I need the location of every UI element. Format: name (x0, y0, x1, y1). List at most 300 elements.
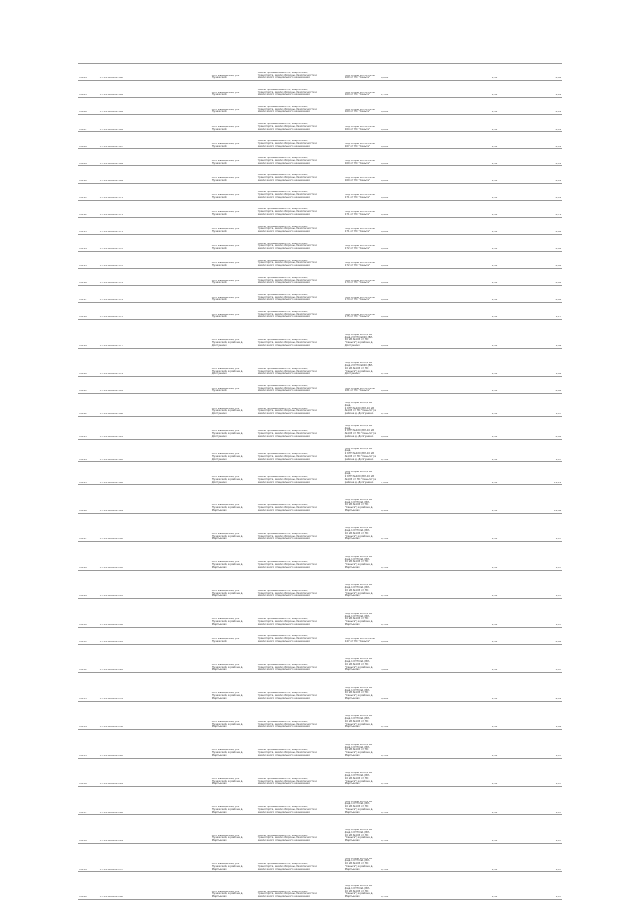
rate-cell: 1,54 (491, 282, 498, 285)
area-cell: 0,004 (381, 128, 389, 131)
table-row (78, 234, 562, 251)
permitted-use-cell: Под опоры ВЛ-10 кВ № 147 от ПС "Сеньга" (344, 638, 375, 643)
table-row (78, 97, 562, 114)
row-number: 70216 (78, 282, 87, 285)
rate-cell: 1,54 (491, 77, 498, 80)
permitted-use-cell: Под опоры ВЛ-0,4 кВ фид.1 КТП №1 (ВЛ- 10 кВ №145 от ПС "Сеньга") в районе д. Мартыново (344, 527, 374, 541)
table-row (78, 701, 562, 729)
rate-cell: 1,54 (491, 435, 498, 438)
cadastral-number: 37:14:000000:169 (99, 162, 124, 165)
rate-cell: 1,54 (491, 640, 498, 643)
rate-cell: 1,54 (491, 316, 498, 319)
address-cell: обл. Ивановская, р-н Пучежский, в районе д. Долгушино (211, 453, 244, 461)
cadastral-number: 37:14:000000:175 (99, 316, 124, 319)
row-number: 70223 (78, 435, 87, 438)
table-row (78, 348, 562, 376)
amount-cell: 6,81 (555, 697, 562, 700)
permitted-use-cell: Под опоры ВЛ-10 кВ № 174 от ПС "Сеньга" (344, 296, 375, 302)
table-row (78, 319, 562, 347)
cadastral-number: 37:14:000000:160 (99, 77, 124, 80)
address-cell: обл. Ивановская, р-н Пучежский (211, 177, 240, 182)
row-number: 70228 (78, 566, 87, 569)
amount-cell: 0,01 (555, 128, 562, 131)
rate-cell: 1,54 (491, 623, 498, 626)
amount-cell: 1,07 (555, 754, 562, 757)
area-cell: 0,004 (381, 390, 389, 393)
cadastral-number: 37:14:000000:174 (99, 299, 124, 302)
row-number: 70220 (78, 373, 87, 376)
cadastral-number: 37:14:000000:171 (99, 196, 124, 199)
amount-cell: 1,07 (555, 413, 562, 416)
area-cell: 0,704 (381, 868, 389, 871)
cadastral-number: 37:14:000000:208 (99, 623, 124, 626)
table-row (78, 416, 562, 439)
rate-cell: 1,54 (491, 896, 498, 899)
cadastral-number: 37:14:000000:246 (99, 811, 124, 814)
area-cell: 0,004 (381, 231, 389, 234)
land-category-cell: Земли промышленности, энергетики, транспорта, земли обороны, безопасности и земли иного специального назначения (257, 476, 317, 484)
address-cell: обл. Ивановская, р-н Пучежский, в районе д. Мартыново (211, 777, 244, 786)
rate-cell: 1,54 (491, 481, 498, 484)
address-cell: обл. Ивановская, р-н Пучежский, в районе д. Мартыново (211, 663, 244, 672)
permitted-use-cell: Под опоры ВЛ-0,4 кВ фид.1 КТП №1 (ВЛ- 10 кВ №145 от ПС "Сеньга") в районе д. Мартыново (344, 829, 374, 843)
land-category-cell: Земли промышленности, энергетики, транспорта, земли обороны, безопасности и земли иного специального назначения (257, 890, 317, 899)
permitted-use-cell: Под опоры ВЛ-0,4 кВ фид. 2 КТП №020 (ВЛ-10 кВ №145 от ПС "Сеньга") в районе д. Долгушино (344, 470, 376, 484)
rate-cell: 1,54 (491, 669, 498, 672)
rate-cell: 1,54 (491, 162, 498, 165)
address-cell: обл. Ивановская, р-н Пучежский, в районе д. Мартыново (211, 720, 244, 729)
cadastral-number: 37:14:000000:199 (99, 509, 124, 512)
table-row (78, 393, 562, 416)
amount-cell: 1,07 (555, 623, 562, 626)
address-cell: обл. Ивановская, р-н Пучежский, в районе д. Мартыново (211, 532, 244, 541)
row-number: 70217 (78, 299, 87, 302)
permitted-use-cell: Под опоры ВЛ-10 кВ № 171 от ПС "Сеньга" (344, 228, 375, 234)
rate-cell: 1,54 (491, 344, 498, 347)
area-cell: 0,004 (381, 435, 389, 438)
permitted-use-cell: Под опоры ВЛ-10 кВ № 172 от ПС "Сеньга" (344, 262, 375, 268)
row-number: 70232 (78, 669, 87, 672)
table-row (78, 758, 562, 786)
area-cell: 0,704 (381, 840, 389, 843)
table-row (78, 513, 562, 541)
permitted-use-cell: Под опоры ВЛ-10 кВ № 175 от ПС "Сеньга" (344, 313, 375, 319)
rate-cell: 1,54 (491, 196, 498, 199)
row-number: 70238 (78, 840, 87, 843)
row-number: 70213 (78, 231, 87, 234)
address-cell: обл. Ивановская, р-н Пучежский (211, 142, 240, 148)
permitted-use-cell: Под опоры ВЛ-0,4 кВ фид.1 КТП №1 (ВЛ- 10 кВ №145 от ПС "Сеньга") в районе д. Мартыново (344, 555, 374, 569)
permitted-use-cell: Под опоры ВЛ-10 кВ № 169 от ПС "Сеньга" (344, 159, 375, 165)
permitted-use-cell: Под опоры ВЛ-10 кВ № 181 от ПС "Сеньга" (344, 387, 375, 393)
row-number: 70239 (78, 868, 87, 871)
land-category-cell: Земли промышленности, энергетики, транспорта, земли обороны, безопасности и земли иного специального назначения (257, 806, 317, 814)
amount-cell: 0,00 (555, 265, 562, 268)
amount-cell: 1,07 (555, 868, 562, 871)
cadastral-number: 37:14:000000:236 (99, 726, 124, 729)
row-number: 70215 (78, 265, 87, 268)
area-cell: 0,004 (381, 77, 389, 80)
amount-cell: 1,46 (555, 344, 562, 347)
cadastral-number: 37:14:000000:171 (99, 231, 124, 234)
amount-cell: 0,01 (555, 111, 562, 114)
area-cell: 0,704 (381, 595, 389, 598)
cadastral-number: 37:14:000000:164 (99, 128, 124, 131)
land-category-cell: Земли промышленности, энергетики, транспорта, земли обороны, безопасности и земли иного специального назначения (257, 720, 317, 729)
row-number: 70210 (78, 179, 87, 182)
land-category-cell: Земли промышленности, энергетики, транспорта, земли обороны, безопасности и земли иного специального назначения (257, 225, 317, 234)
permitted-use-cell: Под опоры ВЛ-0,4 кВ фид. 2 КТП №020 (ВЛ-10 кВ №145 от ПС "Сеньга") в районе д. Долгушино (344, 447, 376, 461)
amount-cell: 0,00 (555, 248, 562, 251)
row-number: 70229 (78, 595, 87, 598)
permitted-use-cell: Под опоры ВЛ-0,4 кВ фид. 2 КТП №020 (ВЛ-10 кВ №145 от ПС "Сеньга") в районе д. Долгушино (344, 402, 376, 416)
address-cell: обл. Ивановская, р-н Пучежский (211, 74, 240, 80)
rate-cell: 1,54 (491, 111, 498, 114)
land-category-cell: Земли промышленности, энергетики, транспорта, земли обороны, безопасности и земли иного специального назначения (257, 618, 317, 626)
amount-cell: 0,74 (555, 213, 562, 216)
address-cell: обл. Ивановская, р-н Пучежский, в районе д. Мартыново (211, 589, 244, 598)
address-cell: обл. Ивановская, р-н Пучежский, в районе д. Мартыново (211, 806, 244, 814)
area-cell: 0,704 (381, 811, 389, 814)
rate-cell: 1,54 (491, 145, 498, 148)
table-row (78, 627, 562, 644)
row-number: 70227 (78, 538, 87, 541)
table-row (78, 183, 562, 200)
rate-cell: 1,54 (491, 783, 498, 786)
land-category-cell: Земли промышленности, энергетики, транспорта, земли обороны, безопасности и земли иного специального назначения (257, 174, 317, 182)
amount-cell: 0,01 (555, 179, 562, 182)
address-cell: обл. Ивановская, р-н Пучежский, в районе д. Долгушино (211, 367, 244, 376)
area-cell: 0,004 (381, 162, 389, 165)
amount-cell: 5,87 (555, 669, 562, 672)
address-cell: обл. Ивановская, р-н Пучежский, в районе д. Мартыново (211, 834, 244, 843)
table-row (78, 285, 562, 302)
amount-cell: 1,07 (555, 538, 562, 541)
row-number: 70233 (78, 697, 87, 700)
land-category-cell: Земли промышленности, энергетики, транспорта, земли обороны, безопасности и земли иного специального назначения (257, 453, 317, 461)
row-number: 70211 (78, 196, 87, 199)
amount-cell: 1,08 (555, 726, 562, 729)
permitted-use-cell: Под опоры ВЛ-10 кВ № 160 от ПС "Сеньга" (344, 74, 375, 80)
area-cell: 1,704 (381, 94, 389, 97)
land-category-cell: Земли промышленности, энергетики, транспорта, земли обороны, безопасности и земли иного специального назначения (257, 293, 317, 302)
permitted-use-cell: Под опоры ВЛ-0,4 кВ фид.1 КТП №1 (ВЛ- 10 кВ №145 от ПС "Сеньга") в районе д. Мартыново (344, 686, 374, 700)
land-category-cell: Земли промышленности, энергетики, транспорта, земли обороны, безопасности и земли иного специального назначения (257, 191, 317, 199)
amount-cell: 0,00 (555, 299, 562, 302)
cadastral-number: 37:14:000000:172 (99, 248, 124, 251)
cadastral-number: 37:14:000000:164 (99, 94, 124, 97)
address-cell: обл. Ивановская, р-н Пучежский, в районе д. Мартыново (211, 561, 244, 569)
cadastral-number: 37:14:000000:202 (99, 566, 124, 569)
cadastral-number: 37:14:000000:200 (99, 538, 124, 541)
table-row (78, 729, 562, 757)
permitted-use-cell: Под опоры ВЛ-0,4 кВ фид.1 КТП №1 (ВЛ- 10 кВ №145 от ПС "Сеньга") в районе д. Мартыново (344, 772, 374, 786)
amount-cell: 1,08 (555, 373, 562, 376)
address-cell: обл. Ивановская, р-н Пучежский, в районе д. Мартыново (211, 749, 244, 757)
table-row (78, 268, 562, 285)
row-number: 70237 (78, 811, 87, 814)
table-row (78, 541, 562, 569)
area-cell: 0,704 (381, 566, 389, 569)
table-row (78, 786, 562, 814)
cadastral-number: 37:14:000000:188 (99, 413, 124, 416)
cadastral-number: 37:14:000000:218 (99, 640, 124, 643)
area-cell: 0,004 (381, 145, 389, 148)
rate-cell: 1,54 (491, 754, 498, 757)
amount-cell: 0,00 (555, 640, 562, 643)
table-row (78, 217, 562, 234)
area-cell: 0,704 (381, 623, 389, 626)
area-cell: 0,704 (381, 373, 389, 376)
area-cell: 0,004 (381, 316, 389, 319)
rate-cell: 1,54 (491, 299, 498, 302)
address-cell: обл. Ивановская, р-н Пучежский (211, 313, 240, 319)
row-number: 70218 (78, 316, 87, 319)
amount-cell: 2,61 (555, 94, 562, 97)
row-number: 70206 (78, 111, 87, 114)
table-row (78, 672, 562, 700)
address-cell: обл. Ивановская, р-н Пучежский (211, 228, 240, 234)
permitted-use-cell: Под опоры ВЛ-0,4 кВ фид.1 КТП №1 (ВЛ- 10 кВ №145 от ПС "Сеньга") в районе д. Мартыново (344, 743, 374, 757)
row-number: 70208 (78, 145, 87, 148)
area-cell: 0,704 (381, 783, 389, 786)
address-cell: обл. Ивановская, р-н Пучежский (211, 159, 240, 165)
permitted-use-cell: Под опоры ВЛ-0,4 кВ фид. 2 КТП №020 (ВЛ-10 кВ №145 от ПС "Сеньга") в районе д. Долгушино (344, 424, 376, 438)
row-number: 70226 (78, 509, 87, 512)
rate-cell: 1,54 (491, 94, 498, 97)
area-cell: 0,704 (381, 726, 389, 729)
area-cell: 0,004 (381, 299, 389, 302)
area-cell: 3,804 (381, 669, 389, 672)
table-row (78, 843, 562, 871)
table-row (78, 114, 562, 131)
land-category-cell: Земли промышленности, энергетики, транспорта, земли обороны, безопасности и земли иного специального назначения (257, 140, 317, 148)
cadastral-number: 37:14:000000:231 (99, 697, 124, 700)
address-cell: обл. Ивановская, р-н Пучежский, в районе д. Долгушино (211, 407, 244, 416)
amount-cell: 1,07 (555, 896, 562, 899)
address-cell: обл. Ивановская, р-н Пучежский (211, 211, 240, 216)
permitted-use-cell: Под опоры ВЛ-0,4 кВ фид.1 КТП №1 (ВЛ- 10 кВ №145 от ПС "Сеньга") в районе д. Мартыново (344, 857, 374, 871)
rate-cell: 1,54 (491, 509, 498, 512)
cadastral-number: 37:14:000000:240 (99, 754, 124, 757)
rate-cell: 1,54 (491, 840, 498, 843)
table-row (78, 200, 562, 217)
table-row (78, 302, 562, 319)
address-cell: обл. Ивановская, р-н Пучежский, в районе д. Долгушино (211, 430, 244, 438)
address-cell: обл. Ивановская, р-н Пучежский (211, 387, 240, 393)
land-category-cell: Земли промышленности, энергетики, транспорта, земли обороны, безопасности и земли иного специального назначения (257, 310, 317, 319)
cadastral-number: 37:14:000000:198 (99, 481, 124, 484)
land-category-cell: Земли промышленности, энергетики, транспорта, земли обороны, безопасности и земли иного специального назначения (257, 504, 317, 512)
table-row (78, 251, 562, 268)
permitted-use-cell: Под опоры ВЛ-10 кВ № 164 от ПС "Сеньга" (344, 108, 375, 114)
land-category-cell: Земли промышленности, энергетики, транспорта, земли обороны, безопасности и земли иного специального назначения (257, 589, 317, 598)
area-cell: 0,404 (381, 213, 389, 216)
permitted-use-cell: Под опоры ВЛ-0,4 кВ фид.1 КТП №1 (ВЛ- 10 кВ №145 от ПС "Сеньга") в районе д. Мартыново (344, 658, 374, 672)
land-category-cell: Земли промышленности, энергетики, транспорта, земли обороны, безопасности и земли иного специального назначения (257, 339, 317, 347)
row-number: 70225 (78, 481, 87, 484)
rate-cell: 1,54 (491, 697, 498, 700)
cadastral-number: 37:14:000000:177 (99, 344, 124, 347)
row-number: 70219 (78, 344, 87, 347)
land-category-cell: Земли промышленности, энергетики, транспорта, земли обороны, безопасности и земли иного специального назначения (257, 242, 317, 251)
address-cell: обл. Ивановская, р-н Пучежский (211, 262, 240, 268)
permitted-use-cell: Под опоры ВЛ-10 кВ № 169 от ПС "Сеньга" (344, 177, 375, 182)
amount-cell: 0,00 (555, 231, 562, 234)
land-category-cell: Земли промышленности, энергетики, транспорта, земли обороны, безопасности и земли иного специального назначения (257, 367, 317, 376)
row-number: 70205 (78, 94, 87, 97)
permitted-use-cell: Под опоры ВЛ-0,4 кВ фид.1 КТП №1 (ВЛ- 10 кВ №145 от ПС "Сеньга") в районе д. Мартыново (344, 584, 374, 598)
area-cell: 4,404 (381, 697, 389, 700)
address-cell: обл. Ивановская, р-н Пучежский (211, 245, 240, 251)
rate-cell: 1,54 (491, 265, 498, 268)
table-row (78, 598, 562, 626)
amount-cell: 0,01 (555, 196, 562, 199)
land-category-cell: Земли промышленности, энергетики, транспорта, земли обороны, безопасности и земли иного специального назначения (257, 105, 317, 114)
address-cell: обл. Ивановская, р-н Пучежский (211, 108, 240, 114)
rate-cell: 1,54 (491, 248, 498, 251)
table-row (78, 439, 562, 462)
cadastral-number: 37:14:000000:205 (99, 595, 124, 598)
land-category-cell: Земли промышленности, энергетики, транспорта, земли обороны, безопасности и земли иного специального назначения (257, 663, 317, 672)
land-category-cell: Земли промышленности, энергетики, транспорта, земли обороны, безопасности и земли иного специального назначения (257, 276, 317, 285)
rate-cell: 1,54 (491, 726, 498, 729)
address-cell: обл. Ивановская, р-н Пучежский (211, 194, 240, 199)
land-category-cell: Земли промышленности, энергетики, транспорта, земли обороны, безопасности и земли иного специального назначения (257, 430, 317, 438)
area-cell: 0,004 (381, 248, 389, 251)
land-category-cell: Земли промышленности, энергетики, транспорта, земли обороны, безопасности и земли иного специального назначения (257, 88, 317, 97)
cadastral-number: 37:14:000000:181 (99, 390, 124, 393)
cadastral-number: 37:14:000000:260 (99, 896, 124, 899)
cadastral-number: 37:14:000000:192 (99, 458, 124, 461)
amount-cell: 0,00 (555, 435, 562, 438)
land-category-cell: Земли промышленности, энергетики, транспорта, земли обороны, безопасности и земли иного специального назначения (257, 863, 317, 871)
table-row (78, 63, 562, 80)
land-category-cell: Земли промышленности, энергетики, транспорта, земли обороны, безопасности и земли иного специального назначения (257, 157, 317, 165)
amount-cell: 1,07 (555, 840, 562, 843)
cadastral-number: 37:14:000000:174 (99, 282, 124, 285)
area-cell: 0,704 (381, 458, 389, 461)
row-number: 70209 (78, 162, 87, 165)
address-cell: обл. Ивановская, р-н Пучежский (211, 296, 240, 302)
row-number: 70236 (78, 783, 87, 786)
rate-cell: 1,54 (491, 566, 498, 569)
cadastral-number: 37:14:000000:172 (99, 265, 124, 268)
address-cell: обл. Ивановская, р-н Пучежский (211, 125, 240, 131)
area-cell: 0,704 (381, 896, 389, 899)
permitted-use-cell: Под опоры ВЛ-0,4 кВ фид.2 КТП №020 (ВЛ- 10 кВ №145 от ПС "Сеньга") в районе д. Долгушино (344, 362, 374, 376)
rate-cell: 1,54 (491, 373, 498, 376)
area-cell: 0,004 (381, 265, 389, 268)
land-category-cell: Земли промышленности, энергетики, транспорта, земли обороны, безопасности и земли иного специального назначения (257, 384, 317, 393)
address-cell: обл. Ивановская, р-н Пучежский, в районе д. Долгушино (211, 339, 244, 347)
rate-cell: 1,54 (491, 390, 498, 393)
row-number: 70224 (78, 458, 87, 461)
area-cell: 0,004 (381, 640, 389, 643)
land-plot-table (78, 63, 562, 900)
amount-cell: 1,07 (555, 595, 562, 598)
row-number: 70235 (78, 754, 87, 757)
amount-cell: 0,01 (555, 162, 562, 165)
row-number: 70222 (78, 413, 87, 416)
area-cell: 0,004 (381, 111, 389, 114)
address-cell: обл. Ивановская, р-н Пучежский, в районе д. Долгушино (211, 476, 244, 484)
row-number: 70234 (78, 726, 87, 729)
amount-cell: 1,17 (555, 316, 562, 319)
address-cell: обл. Ивановская, р-н Пучежский, в районе д. Мартыново (211, 692, 244, 700)
table-row (78, 376, 562, 393)
cadastral-number: 37:14:000000:191 (99, 435, 124, 438)
amount-cell: 0,00 (555, 77, 562, 80)
amount-cell: 12,48 (554, 509, 562, 512)
row-number: 70204 (78, 77, 87, 80)
area-cell: 0,704 (381, 413, 389, 416)
table-row (78, 162, 562, 182)
land-category-cell: Земли промышленности, энергетики, транспорта, земли обороны, безопасности и земли иного специального назначения (257, 407, 317, 416)
address-cell: обл. Ивановская, р-н Пучежский, в районе д. Мартыново (211, 504, 244, 512)
address-cell: обл. Ивановская, р-н Пучежский, в районе д. Мартыново (211, 863, 244, 871)
address-cell: обл. Ивановская, р-н Пучежский, в районе д. Мартыново (211, 618, 244, 626)
permitted-use-cell: Под опоры ВЛ-10 кВ № 171 от ПС "Сеньга" (344, 211, 375, 216)
land-category-cell: Земли промышленности, энергетики, транспорта, земли обороны, безопасности и земли иного специального назначения (257, 635, 317, 643)
cadastral-number: 37:14:000000:257 (99, 868, 124, 871)
amount-cell: 0,00 (555, 390, 562, 393)
row-number: 70231 (78, 640, 87, 643)
cadastral-number: 37:14:000000:169 (99, 179, 124, 182)
area-cell: 0,004 (381, 282, 389, 285)
permitted-use-cell: Под опоры ВЛ-0,4 кВ фид.2 КТП №020 (ВЛ- 10 кВ №145 от ПС "Сеньга") в районе д. Долгушино (344, 333, 374, 347)
cadastral-number: 37:14:000000:179 (99, 373, 124, 376)
row-number: 70207 (78, 128, 87, 131)
area-cell: 0,004 (381, 179, 389, 182)
cadastral-number: 37:14:000000:226 (99, 669, 124, 672)
land-category-cell: Земли промышленности, энергетики, транспорта, земли обороны, безопасности и земли иного специального назначения (257, 71, 317, 80)
amount-cell: 0,01 (555, 145, 562, 148)
amount-cell: 1,07 (555, 783, 562, 786)
rate-cell: 1,54 (491, 413, 498, 416)
row-number: 70212 (78, 213, 87, 216)
rate-cell: 1,54 (491, 868, 498, 871)
area-cell: 0,004 (381, 196, 389, 199)
table-row (78, 644, 562, 672)
address-cell: обл. Ивановская, р-н Пучежский (211, 91, 240, 97)
rate-cell: 1,54 (491, 458, 498, 461)
permitted-use-cell: Под опоры ВЛ-10 кВ № 171 от ПС "Сеньга" (344, 194, 375, 199)
land-category-cell: Земли промышленности, энергетики, транспорта, земли обороны, безопасности и земли иного специального назначения (257, 123, 317, 131)
area-cell: 7,204 (381, 481, 389, 484)
rate-cell: 1,54 (491, 213, 498, 216)
area-cell: 0,704 (381, 754, 389, 757)
land-category-cell: Земли промышленности, энергетики, транспорта, земли обороны, безопасности и земли иного специального назначения (257, 561, 317, 569)
area-cell: 0,004 (381, 344, 389, 347)
land-category-cell: Земли промышленности, энергетики, транспорта, земли обороны, безопасности и земли иного специального назначения (257, 208, 317, 216)
permitted-use-cell: Под опоры ВЛ-0,4 кВ фид.1 КТП №1 (ВЛ- 10 кВ №145 от ПС "Сеньга") в районе д. Мартыново (344, 612, 374, 626)
cadastral-number: 37:14:000000:249 (99, 840, 124, 843)
rate-cell: 1,54 (491, 231, 498, 234)
amount-cell: 1,07 (555, 458, 562, 461)
permitted-use-cell: Под опоры ВЛ-0,4 кВ фид.1 КТП №1 (ВЛ- 10 кВ №145 от ПС "Сеньга") в районе д. Мартыново (344, 885, 374, 899)
permitted-use-cell: Под опоры ВЛ-10 кВ № 167 от ПС "Сеньга" (344, 142, 375, 148)
rate-cell: 1,54 (491, 811, 498, 814)
permitted-use-cell: Под опоры ВЛ-10 кВ № 174 от ПС "Сеньга" (344, 279, 375, 285)
cadastral-number: 37:14:000000:171 (99, 213, 124, 216)
cadastral-number: 37:14:000000:244 (99, 783, 124, 786)
rate-cell: 1,54 (491, 595, 498, 598)
amount-cell: 1,07 (555, 811, 562, 814)
land-category-cell: Земли промышленности, энергетики, транспорта, земли обороны, безопасности и земли иного специального назначения (257, 749, 317, 757)
permitted-use-cell: Под опоры ВЛ-0,4 кВ фид.1 КТП №1 (ВЛ- 10 кВ №145 от ПС "Сеньга") в районе д. Мартыново (344, 498, 374, 512)
rate-cell: 1,54 (491, 128, 498, 131)
